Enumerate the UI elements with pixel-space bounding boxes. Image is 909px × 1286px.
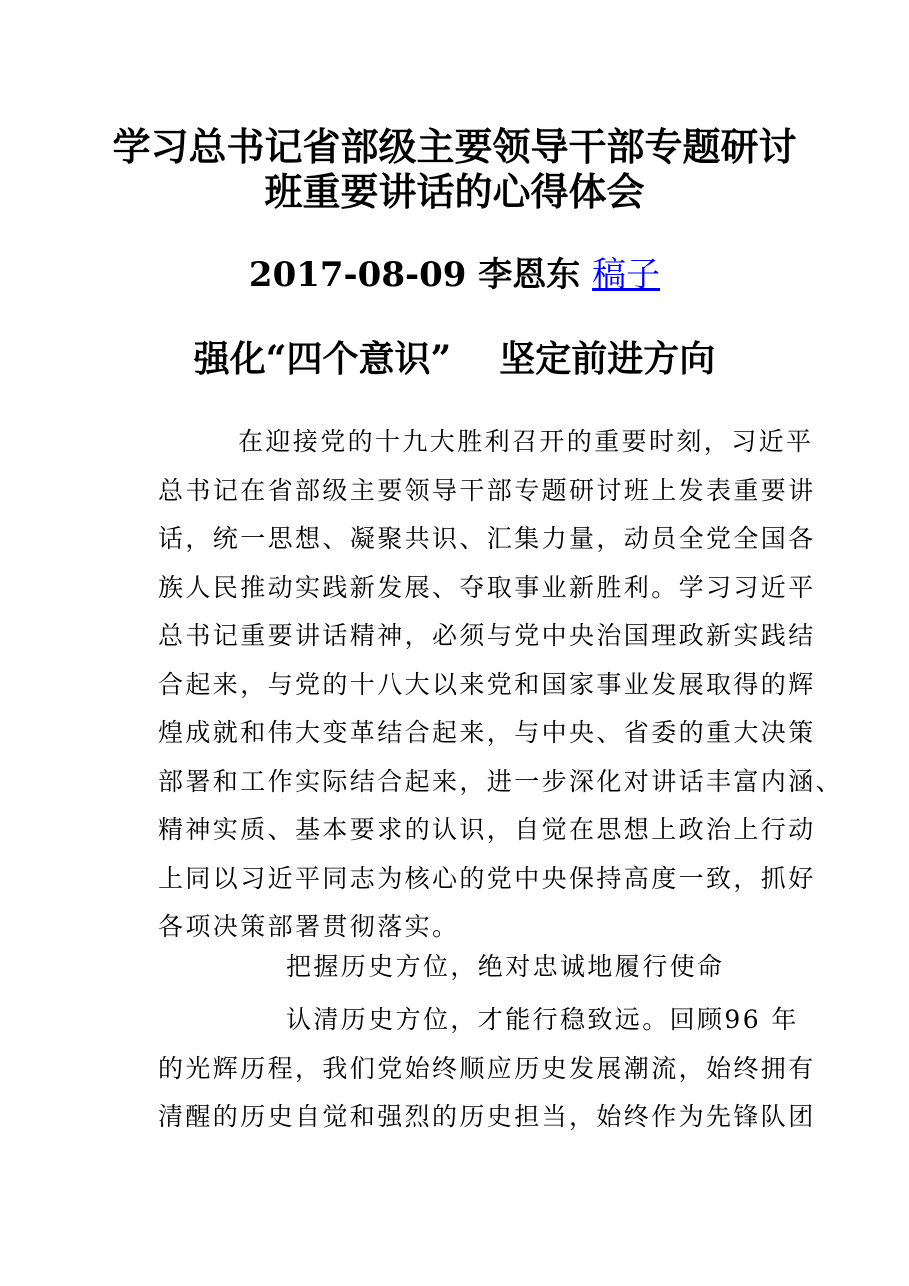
subtitle-part-2: 坚定前进方向 — [499, 338, 716, 380]
paragraph-line: 煌成就和伟大变革结合起来，与中央、省委的重大决策 — [158, 718, 816, 747]
section-heading: 把握历史方位，绝对忠诚地履行使命 — [286, 952, 725, 981]
subtitle-part-1: 强化“四个意识” — [193, 338, 452, 380]
paragraph-line: 在迎接党的十九大胜利召开的重要时刻，习近平 — [238, 427, 814, 456]
paragraph-line: 合起来，与党的十八大以来党和国家事业发展取得的辉 — [158, 669, 816, 699]
category-link[interactable]: 稿子 — [592, 255, 661, 295]
paragraph-line: 认清历史方位，才能行稳致远。回顾96 年 — [286, 1005, 799, 1034]
paragraph-line: 精神实质、基本要求的认识，自觉在思想上政治上行动 — [158, 815, 816, 844]
paragraph-line: 部署和工作实际结合起来，进一步深化对讲话丰富内涵、 — [158, 766, 844, 796]
paragraph-1 — [158, 418, 844, 952]
paragraph-line: 总书记重要讲话精神，必须与党中央治国理政新实践结 — [158, 621, 816, 650]
document-title-line-1: 学习总书记省部级主要领导干部专题研讨 — [112, 124, 797, 169]
date-author: 2017-08-09 李恩东 — [248, 255, 593, 295]
document-title-line-2: 班重要讲话的心得体会 — [264, 169, 645, 214]
paragraph-line: 清醒的历史自觉和强烈的历史担当，始终作为先锋队团 — [158, 1102, 816, 1131]
paragraph-line: 的光辉历程，我们党始终顺应历史发展潮流，始终拥有 — [158, 1053, 816, 1083]
article-meta — [0, 253, 909, 297]
paragraph-line: 上同以习近平同志为核心的党中央保持高度一致，抓好 — [158, 863, 816, 893]
section-subtitle — [0, 335, 909, 383]
paragraph-line: 总书记在省部级主要领导干部专题研讨班上发表重要讲 — [158, 475, 816, 505]
paragraph-line: 各项决策部署贯彻落实。 — [158, 912, 460, 941]
paragraph-2 — [158, 996, 816, 1142]
paragraph-line: 话，统一思想、凝聚共识、汇集力量，动员全党全国各 — [158, 524, 816, 553]
paragraph-line: 族人民推动实践新发展、夺取事业新胜利。学习习近平 — [158, 572, 816, 602]
